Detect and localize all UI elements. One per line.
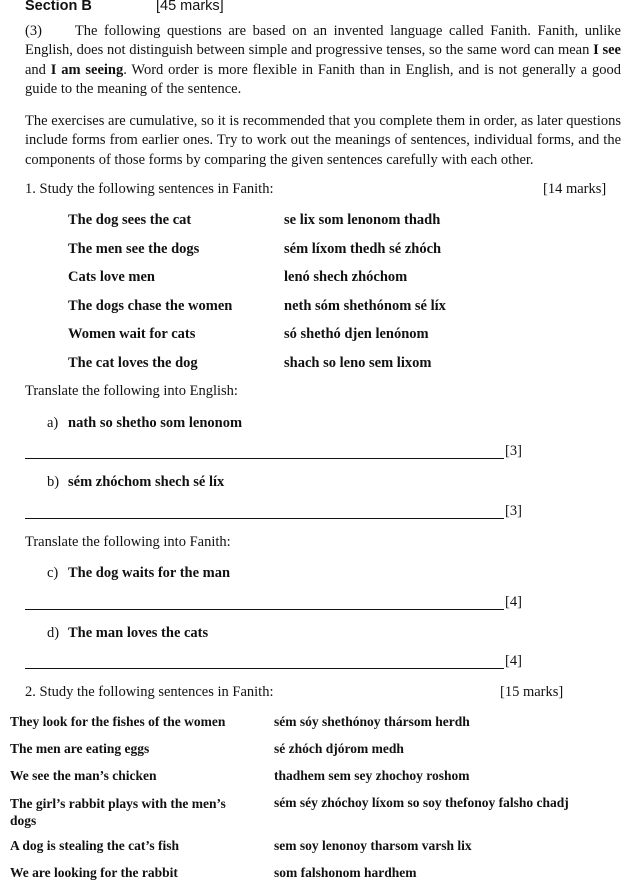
answer-line-a[interactable]: [25, 458, 504, 459]
item-b-marks: [3]: [505, 503, 522, 519]
item-d-prompt: The man loves the cats: [68, 625, 209, 641]
translate-to-english-heading: Translate the following into English:: [25, 383, 238, 399]
question-number: (3): [25, 23, 42, 39]
item-b-label: b): [47, 474, 60, 490]
intro-and: and: [25, 61, 51, 78]
q1-heading: 1. Study the following sentences in Fanith:: [25, 181, 274, 197]
q2-english-6: We are looking for the rabbit: [10, 865, 178, 880]
q1-fanith-4: neth sóm shethónom sé líx: [284, 298, 446, 314]
intro-text-c: . Word order is more flexible in Fanith than in English, and is not generally a good guide to the meaning of the sentence.: [25, 61, 621, 97]
q1-fanith-1: se lix som lenonom thadh: [284, 212, 441, 228]
intro-text-a: The following questions are based on an invented language called Fanith. Fanith, unlike English, does not distinguish between simple and progressive tenses, so the same word can mean: [25, 23, 621, 59]
intro-paragraph: [25, 22, 621, 99]
q2-english-5: A dog is stealing the cat’s fish: [10, 838, 180, 853]
instructions-paragraph: The exercises are cumulative, so it is recommended that you complete them in order, as later questions include forms from earlier ones. Try to work out the meanings of sentences, individual forms, and the components of those forms by comparing the given sentences carefully with each other.: [25, 113, 621, 168]
answer-line-b[interactable]: [25, 518, 504, 519]
q2-fanith-4: sém séy zhóchoy líxom so soy thefonoy falsho chadj: [274, 795, 569, 810]
q2-heading: 2. Study the following sentences in Fanith:: [25, 684, 274, 700]
q1-english-4: The dogs chase the women: [68, 298, 233, 314]
q1-english-5: Women wait for cats: [68, 326, 196, 342]
item-d-marks: [4]: [505, 653, 522, 669]
q2-english-2: The men are eating eggs: [10, 741, 150, 756]
q2-english-4: The girl’s rabbit plays with the men’s dogs: [10, 796, 226, 828]
q1-english-1: The dog sees the cat: [68, 212, 192, 228]
item-c-marks: [4]: [505, 594, 522, 610]
q1-fanith-3: lenó shech zhóchom: [284, 269, 408, 285]
item-a-marks: [3]: [505, 443, 522, 459]
answer-line-d[interactable]: [25, 668, 504, 669]
section-marks: [45 marks]: [156, 0, 224, 14]
q2-english-3: We see the man’s chicken: [10, 768, 157, 783]
q2-fanith-1: sém sóy shethónoy thársom herdh: [274, 714, 470, 729]
q2-marks: [15 marks]: [500, 684, 564, 700]
q1-english-2: The men see the dogs: [68, 241, 200, 257]
q2-fanith-6: som falshonom hardhem: [274, 865, 417, 880]
item-a-label: a): [47, 415, 59, 431]
answer-line-c[interactable]: [25, 609, 504, 610]
item-c-label: c): [47, 565, 59, 581]
q2-english-1: They look for the fishes of the women: [10, 714, 226, 729]
translate-to-fanith-heading: Translate the following into Fanith:: [25, 534, 231, 550]
intro-bold-2: I am seeing: [50, 61, 124, 78]
q1-fanith-6: shach so leno sem lixom: [284, 355, 432, 371]
q1-english-6: The cat loves the dog: [68, 355, 198, 371]
q2-fanith-3: thadhem sem sey zhochoy roshom: [274, 768, 470, 783]
q2-fanith-2: sé zhóch djórom medh: [274, 741, 404, 756]
item-d-label: d): [47, 625, 60, 641]
intro-bold-1: I see: [593, 42, 621, 59]
q1-fanith-2: sém líxom thedh sé zhóch: [284, 241, 442, 257]
q1-fanith-5: só shethó djen lenónom: [284, 326, 429, 342]
section-title: Section B: [25, 0, 92, 14]
item-b-prompt: sém zhóchom shech sé líx: [68, 474, 225, 490]
q2-fanith-5: sem soy lenonoy tharsom varsh lix: [274, 838, 472, 853]
q1-marks: [14 marks]: [543, 181, 607, 197]
item-c-prompt: The dog waits for the man: [68, 565, 231, 581]
item-a-prompt: nath so shetho som lenonom: [68, 415, 243, 431]
q1-english-3: Cats love men: [68, 269, 155, 285]
